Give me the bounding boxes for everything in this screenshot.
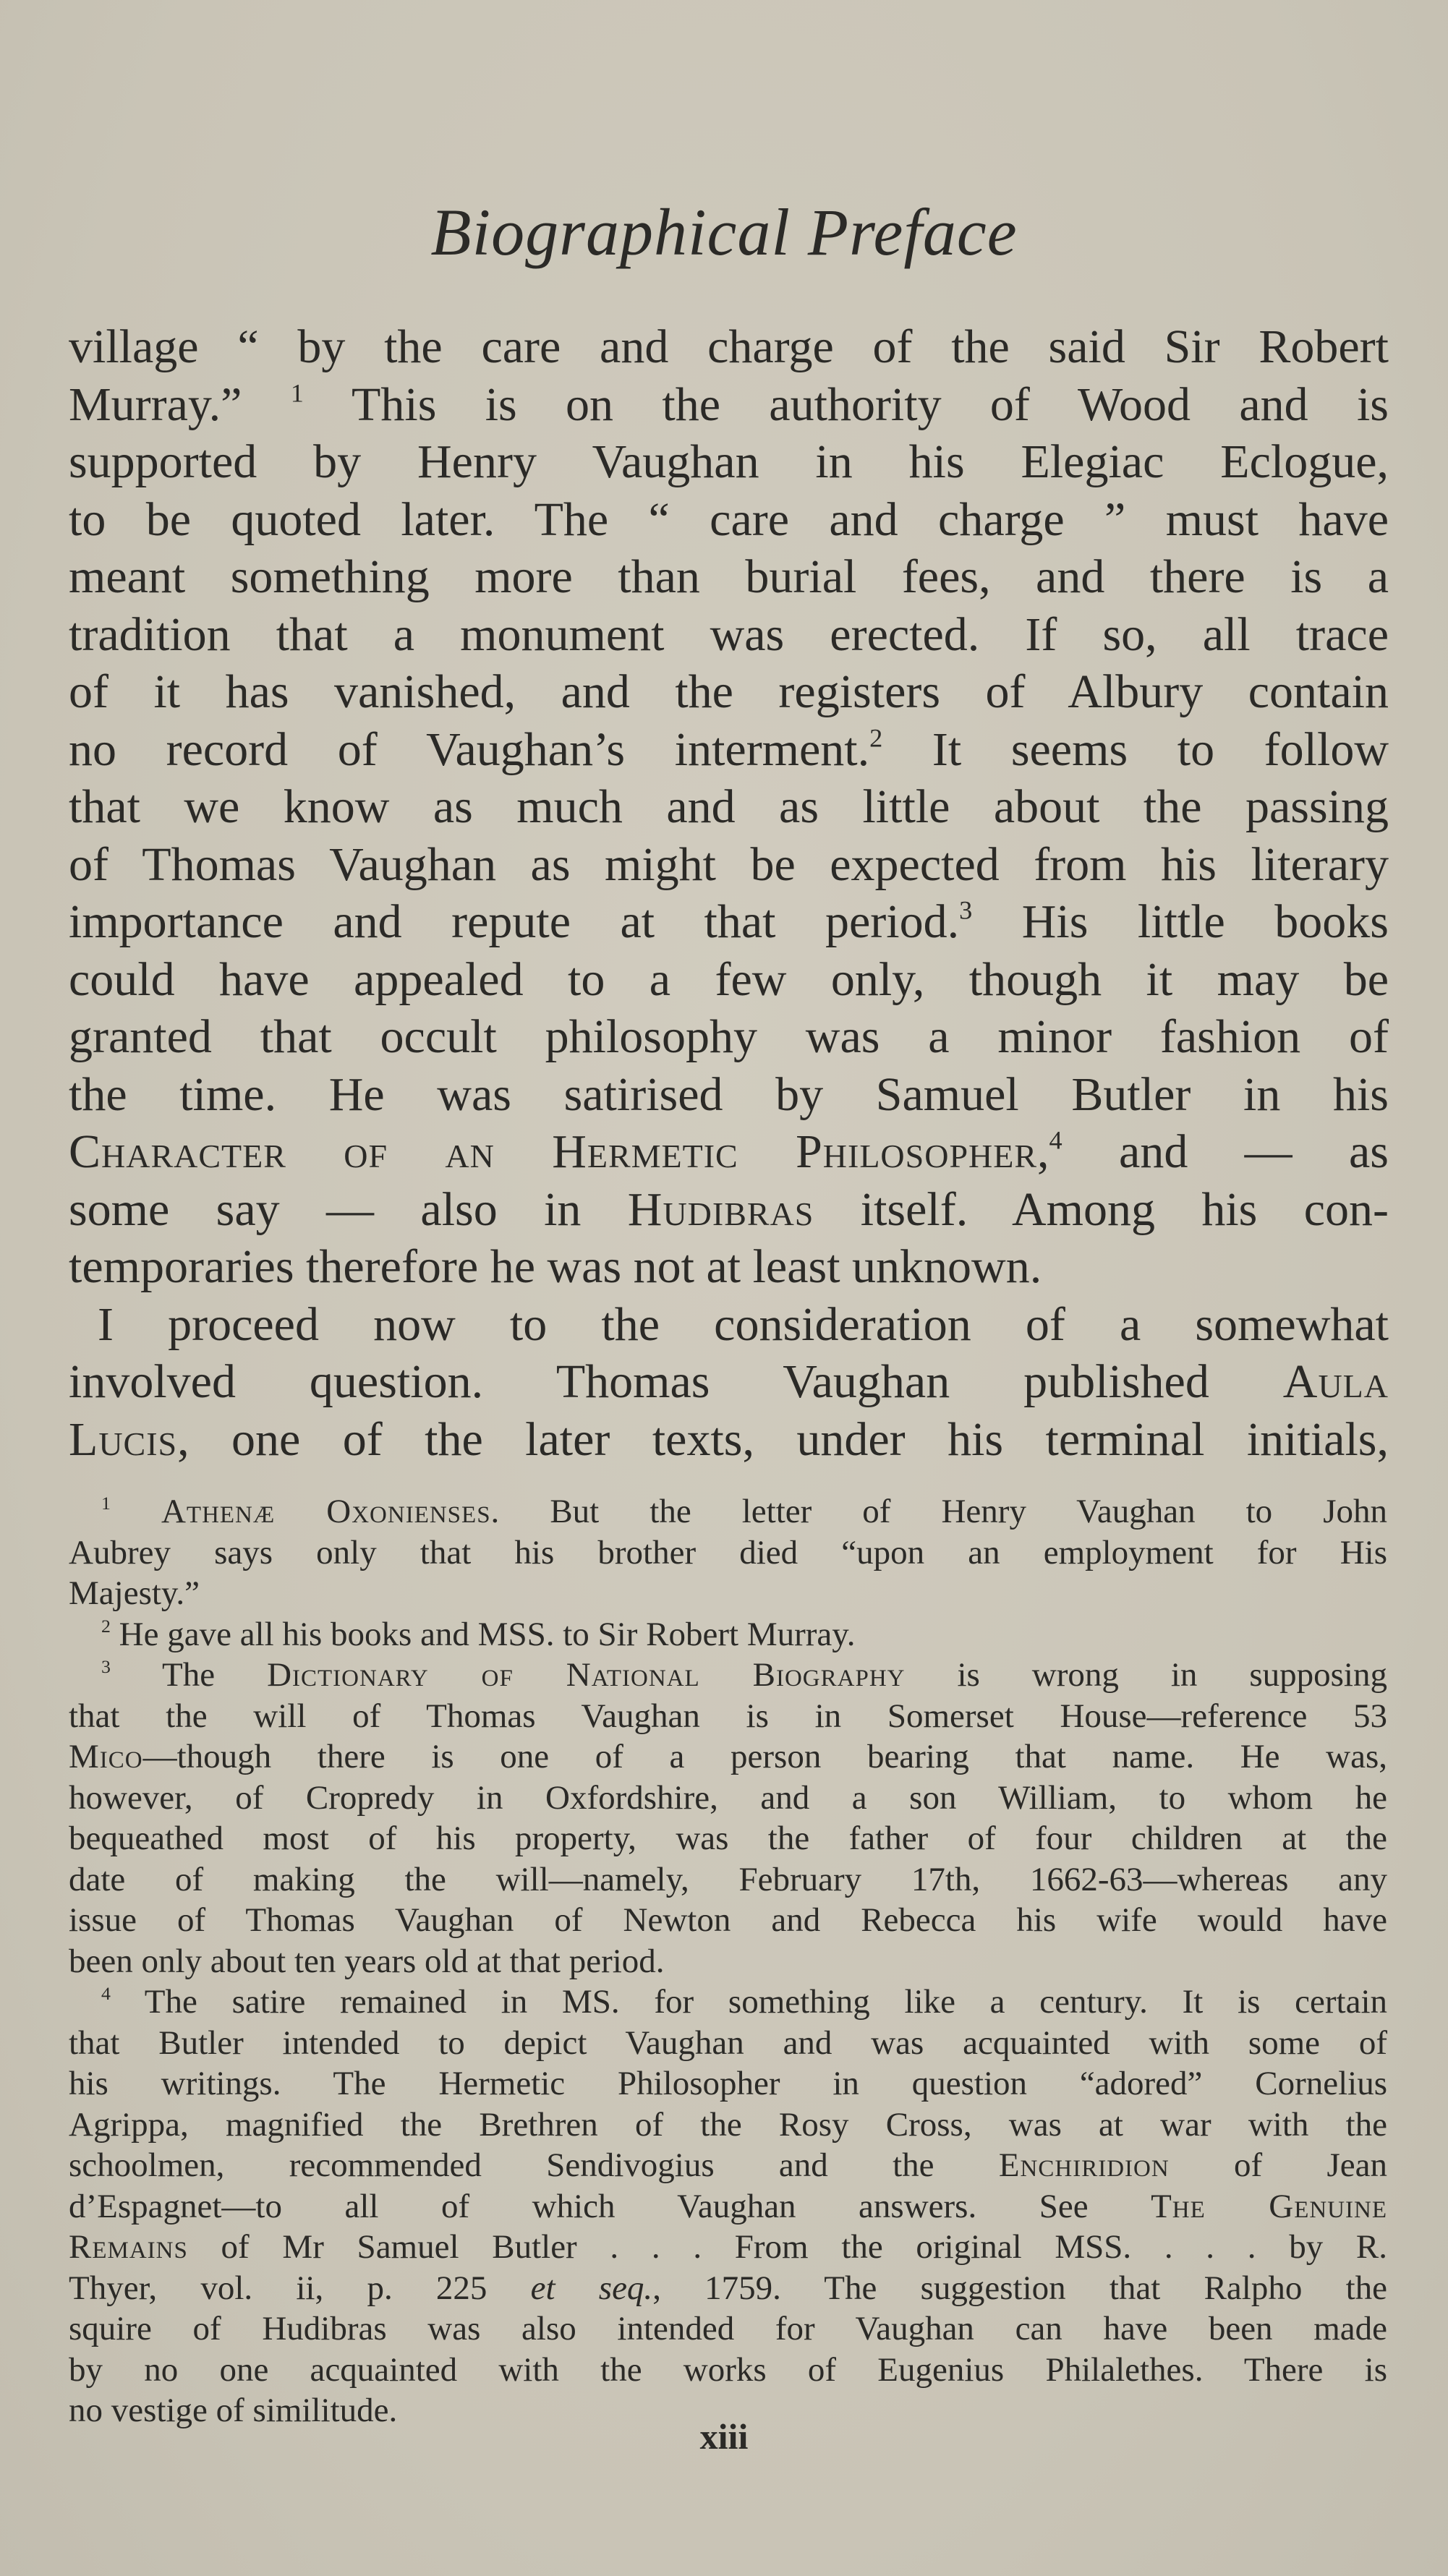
text-line	[69, 1491, 1387, 1532]
text-line	[69, 1696, 1387, 1737]
text-line	[69, 548, 1389, 606]
main-text	[69, 318, 1389, 1468]
text-line	[69, 1123, 1389, 1181]
page-number: xiii	[699, 2416, 749, 2457]
text-run: Thyer, vol. ii, p. 225	[69, 2269, 531, 2307]
footnote-ref: 2	[101, 1615, 111, 1637]
text-line	[69, 1411, 1389, 1469]
text-line	[69, 1296, 1389, 1354]
italic-text: et seq.	[530, 2269, 653, 2307]
text-run: that the will of Thomas Vaughan is in Somerset House—reference 53	[69, 1697, 1387, 1735]
text-line	[69, 2350, 1387, 2391]
text-run: temporaries therefore he was not at least unknown.	[69, 1240, 1042, 1293]
text-run: —though there is one of a person bearing that name. He was,	[142, 1738, 1387, 1775]
text-run: His little books	[972, 895, 1389, 948]
text-run: . But the letter of Henry Vaughan to John	[490, 1493, 1388, 1530]
text-run: village “ by the care and charge of the said Sir Robert	[69, 320, 1389, 373]
text-run: is wrong in supposing	[905, 1656, 1387, 1694]
text-run: and — as	[1062, 1125, 1389, 1178]
small-caps-title: Athenæ Oxonienses	[161, 1493, 491, 1530]
text-run: , 1759. The suggestion that Ralpho the	[652, 2269, 1387, 2307]
text-run: of Jean	[1169, 2146, 1387, 2184]
text-run: Majesty.”	[69, 1574, 200, 1612]
text-line	[69, 1941, 1387, 1982]
text-line	[69, 2268, 1387, 2309]
text-line	[69, 1008, 1389, 1066]
text-run: Aubrey says only that his brother died “upon an employment for His	[69, 1533, 1387, 1571]
text-run: The	[110, 1656, 268, 1694]
footnotes	[69, 1491, 1387, 2431]
text-run: date of making the will—namely, February 17th, 1662-63—whereas any	[69, 1860, 1387, 1898]
text-line	[69, 2063, 1387, 2104]
text-line	[69, 1181, 1389, 1239]
small-caps-title: Hudibras	[627, 1182, 814, 1236]
footnote-ref: 4	[101, 1982, 111, 2004]
text-line	[69, 663, 1389, 721]
text-run: Agrippa, magnified the Brethren of the Rosy Cross, was at war with the	[69, 2105, 1387, 2144]
text-line	[69, 2145, 1387, 2186]
text-line	[69, 1736, 1387, 1778]
text-run: been only about ten years old at that period.	[69, 1942, 665, 1980]
text-line	[69, 2104, 1387, 2146]
text-line	[69, 2308, 1387, 2350]
text-line	[69, 318, 1389, 376]
text-run: supported by Henry Vaughan in his Elegiac Eclogue,	[69, 435, 1389, 488]
small-caps-title: Remains	[69, 2228, 188, 2266]
text-line	[69, 1353, 1389, 1411]
text-run: tradition that a monument was erected. If so, all trace	[69, 607, 1389, 661]
text-run: It seems to follow	[882, 722, 1389, 776]
text-line	[69, 1982, 1387, 2023]
text-run: itself. Among his con-	[814, 1182, 1389, 1236]
footnote-ref: 1	[101, 1492, 111, 1514]
footnote-ref: 1	[290, 378, 304, 408]
text-run: schoolmen, recommended Sendivogius and the	[69, 2146, 999, 2184]
text-run: bequeathed most of his property, was the father of four children at the	[69, 1820, 1387, 1857]
text-line	[69, 951, 1389, 1009]
text-run: importance and repute at that period.	[69, 895, 960, 948]
text-run: involved question. Thomas Vaughan published	[69, 1355, 1283, 1408]
text-line	[69, 1900, 1387, 1941]
text-run: that Butler intended to depict Vaughan and was acquainted with some of	[69, 2023, 1387, 2062]
text-line	[69, 433, 1389, 491]
small-caps-title: The Genuine	[1151, 2187, 1387, 2225]
text-line	[69, 1818, 1387, 1859]
text-line	[69, 836, 1389, 894]
text-run: some say — also in	[69, 1182, 628, 1236]
text-run: of Mr Samuel Butler . . . From the original MSS. . . . by R.	[187, 2228, 1387, 2266]
text-line	[69, 1238, 1389, 1296]
text-run: , one of the later texts, under his terminal initials,	[177, 1412, 1389, 1466]
small-caps-title: Character of an Hermetic Philosopher	[69, 1125, 1038, 1178]
text-line	[69, 1532, 1387, 1574]
text-line	[69, 2023, 1387, 2064]
text-run: granted that occult philosophy was a minor fashion of	[69, 1010, 1389, 1063]
text-line	[69, 2186, 1387, 2227]
small-caps-title: Aula	[1282, 1355, 1389, 1408]
text-run: issue of Thomas Vaughan of Newton and Rebecca his wife would have	[69, 1901, 1387, 1939]
small-caps-title: Enchiridion	[998, 2146, 1170, 2184]
text-run: meant something more than burial fees, and there is a	[69, 550, 1389, 603]
running-head: Biographical Preface	[430, 195, 1018, 269]
text-run: his writings. The Hermetic Philosopher in question “adored” Cornelius	[69, 2065, 1387, 2102]
text-line	[69, 1573, 1387, 1614]
text-run: I proceed now to the consideration of a somewhat	[98, 1297, 1389, 1351]
text-run: the time. He was satirised by Samuel Butler in his	[69, 1067, 1389, 1121]
text-run: This is on the authority of Wood and is	[303, 378, 1389, 431]
text-run: He gave all his books and MSS. to Sir Robert Murray.	[110, 1615, 856, 1653]
small-caps-title: Lucis	[69, 1412, 178, 1466]
text-line	[69, 1859, 1387, 1901]
text-line	[69, 778, 1389, 836]
text-run: could have appealed to a few only, though it may be	[69, 952, 1389, 1006]
text-line	[69, 721, 1389, 779]
text-run: Murray.”	[69, 378, 291, 431]
text-line	[69, 2227, 1387, 2268]
text-run: d’Espagnet—to all of which Vaughan answers. See	[69, 2187, 1151, 2225]
text-line	[69, 376, 1389, 434]
text-run: that we know as much and as little about the passing	[69, 780, 1389, 833]
footnote-ref: 4	[1049, 1125, 1062, 1155]
footnote-ref: 3	[959, 895, 973, 925]
footnote-ref: 3	[101, 1655, 111, 1677]
text-run: The satire remained in MS. for something like a century. It is certain	[110, 1983, 1387, 2021]
text-line	[69, 1066, 1389, 1124]
text-run: squire of Hudibras was also intended for Vaughan can have been made	[69, 2310, 1387, 2347]
text-run: of it has vanished, and the registers of Albury contain	[69, 665, 1389, 718]
text-line	[69, 606, 1389, 664]
text-run	[111, 1493, 161, 1530]
small-caps-title: Mico	[69, 1738, 143, 1775]
text-run: no record of Vaughan’s interment.	[69, 722, 870, 776]
text-line	[69, 491, 1389, 549]
text-line	[69, 1778, 1387, 1819]
text-run: of Thomas Vaughan as might be expected from his literary	[69, 837, 1389, 891]
text-run: no vestige of similitude.	[69, 2392, 398, 2429]
text-line	[69, 893, 1389, 951]
small-caps-title: Dictionary of National Biography	[267, 1656, 906, 1694]
text-run: ,	[1037, 1125, 1049, 1178]
footnote-ref: 2	[869, 723, 883, 753]
text-line	[69, 1614, 1387, 1655]
text-line	[69, 1655, 1387, 1696]
text-run: to be quoted later. The “ care and charge ” must have	[69, 492, 1389, 546]
text-run: however, of Cropredy in Oxfordshire, and a son William, to whom he	[69, 1778, 1387, 1817]
text-run: by no one acquainted with the works of Eugenius Philalethes. There is	[69, 2350, 1387, 2389]
